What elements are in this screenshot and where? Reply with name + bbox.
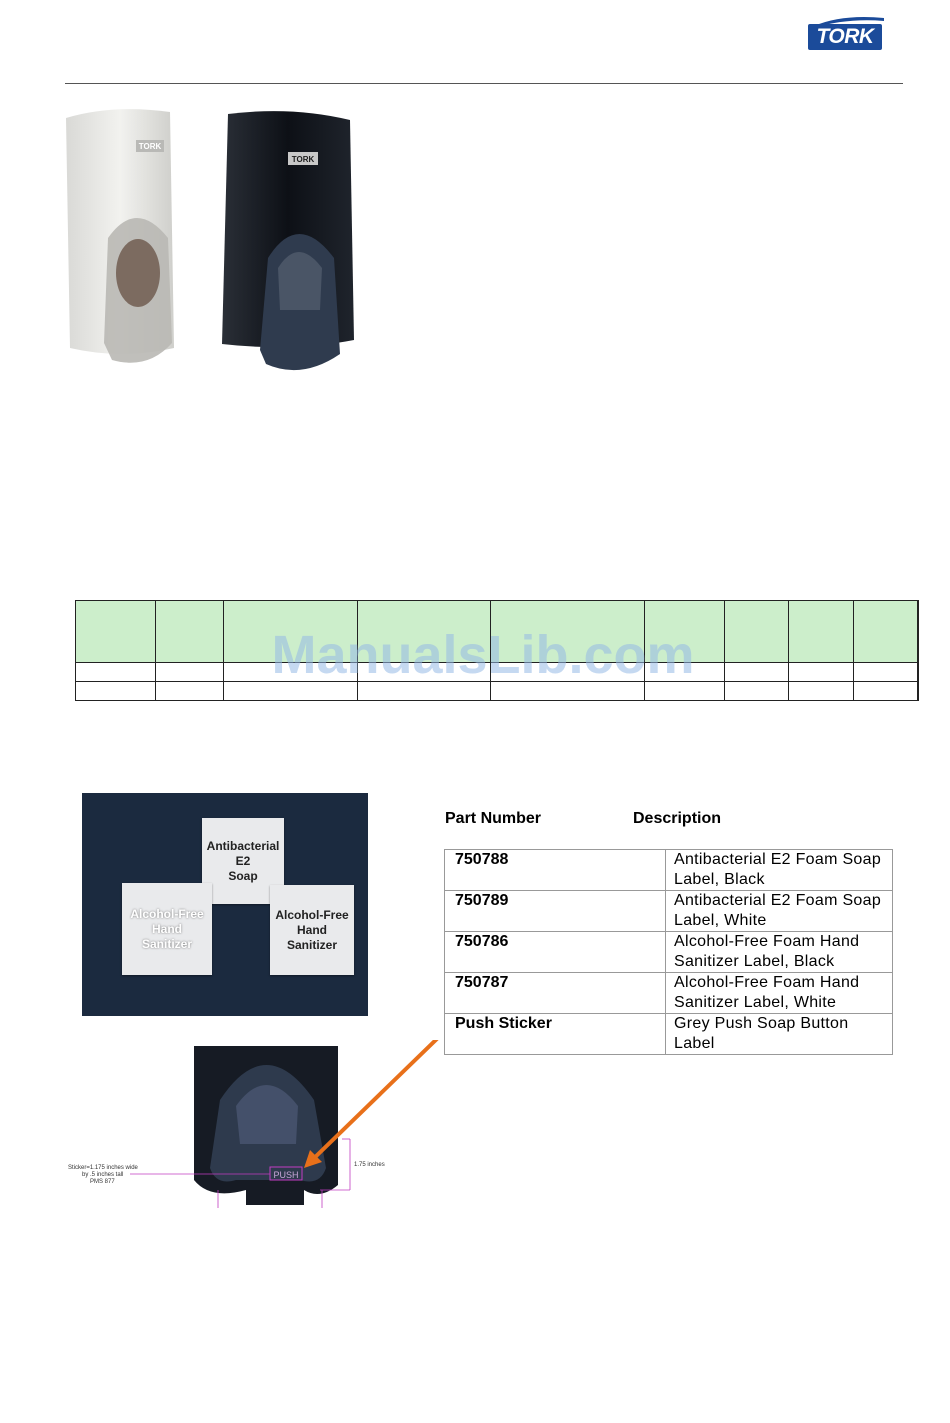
label-line: Soap bbox=[228, 868, 258, 883]
desc-line: Label, White bbox=[674, 912, 767, 929]
table-row bbox=[445, 973, 893, 1014]
logo-text: TORK bbox=[808, 24, 882, 50]
spec-cell bbox=[918, 681, 919, 700]
desc-line: Antibacterial E2 Foam Soap bbox=[674, 892, 882, 909]
label-line: Sanitizer bbox=[141, 936, 192, 951]
part-description bbox=[666, 850, 893, 891]
table-row bbox=[445, 932, 893, 973]
spec-cell bbox=[918, 601, 919, 663]
black-dispenser bbox=[222, 111, 354, 370]
spec-cell bbox=[853, 601, 917, 663]
spec-cell bbox=[76, 662, 156, 681]
part-description bbox=[666, 932, 893, 973]
spec-cell bbox=[853, 662, 917, 681]
part-description bbox=[666, 1014, 893, 1055]
part-description bbox=[666, 891, 893, 932]
spec-cell bbox=[76, 681, 156, 700]
spec-cell bbox=[725, 681, 789, 700]
part-number: 750786 bbox=[445, 932, 666, 973]
header-description: Description bbox=[633, 810, 722, 827]
spec-cell bbox=[853, 681, 917, 700]
svg-text:TORK: TORK bbox=[138, 142, 162, 151]
parts-table-headers bbox=[444, 808, 894, 832]
white-dispenser bbox=[66, 109, 174, 363]
spec-cell bbox=[76, 601, 156, 663]
table-row bbox=[445, 1014, 893, 1055]
desc-line: Grey Push Soap Button bbox=[674, 1015, 849, 1032]
label-line: Alcohol-Free bbox=[275, 907, 349, 922]
part-number: 750787 bbox=[445, 973, 666, 1014]
desc-line: Alcohol-Free Foam Hand bbox=[674, 933, 860, 950]
part-description bbox=[666, 973, 893, 1014]
parts-table bbox=[444, 849, 893, 1055]
spec-cell bbox=[789, 681, 853, 700]
spec-cell bbox=[725, 662, 789, 681]
label-alcohol-free-black bbox=[270, 885, 354, 975]
label-line: Hand bbox=[297, 922, 327, 937]
spec-cell bbox=[789, 662, 853, 681]
spec-cell bbox=[725, 601, 789, 663]
desc-line: Sanitizer Label, Black bbox=[674, 953, 835, 970]
label-line: Antibacterial bbox=[206, 838, 280, 853]
sticker-note: by .5 inches tall bbox=[82, 1172, 124, 1178]
table-row bbox=[445, 850, 893, 891]
part-number: 750788 bbox=[445, 850, 666, 891]
dispensers-photo bbox=[52, 98, 370, 388]
part-number: Push Sticker bbox=[445, 1014, 666, 1055]
desc-line: Label, Black bbox=[674, 871, 765, 888]
height-note: 1.75 inches bbox=[354, 1162, 385, 1168]
spec-cell bbox=[789, 601, 853, 663]
desc-line: Antibacterial E2 Foam Soap bbox=[674, 851, 882, 868]
spec-cell bbox=[156, 662, 224, 681]
watermark: ManualsLib.com bbox=[271, 625, 695, 685]
label-line: E2 bbox=[235, 853, 251, 868]
push-sticker-diagram bbox=[60, 1040, 460, 1215]
spec-cell bbox=[156, 681, 224, 700]
sticker-note: PMS 877 bbox=[90, 1179, 115, 1185]
header-part-number: Part Number bbox=[445, 810, 542, 827]
header-divider bbox=[65, 83, 903, 84]
labels-photo bbox=[82, 793, 368, 1016]
svg-text:TORK: TORK bbox=[291, 155, 315, 164]
sticker-note: Sticker=1.175 inches wide bbox=[68, 1165, 138, 1171]
label-line: Alcohol-Free bbox=[130, 906, 204, 921]
tork-logo bbox=[808, 10, 888, 52]
desc-line: Label bbox=[674, 1035, 715, 1052]
desc-line: Alcohol-Free Foam Hand bbox=[674, 974, 860, 991]
table-row bbox=[445, 891, 893, 932]
desc-line: Sanitizer Label, White bbox=[674, 994, 837, 1011]
push-label: PUSH bbox=[273, 1170, 299, 1180]
part-number: 750789 bbox=[445, 891, 666, 932]
label-line: Hand bbox=[152, 921, 182, 936]
label-line: Sanitizer bbox=[286, 937, 337, 952]
spec-cell bbox=[156, 601, 224, 663]
label-alcohol-free-white bbox=[122, 883, 212, 975]
spec-cell bbox=[918, 662, 919, 681]
